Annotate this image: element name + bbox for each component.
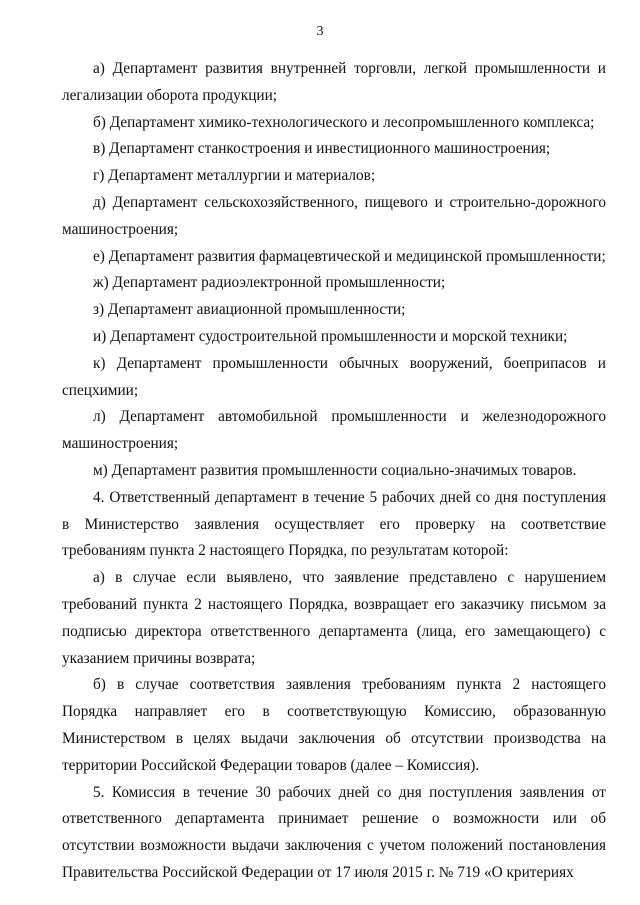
list-item-e-pharma: е) Департамент развития фармацевтической и медицинской промышленности;: [93, 247, 606, 265]
list-item-l-automotive: л) Департамент автомобильной промышленности и железнодорожного машиностроения;: [62, 408, 606, 453]
clause-5: 5. Комиссия в течение 30 рабочих дней со дня поступления заявления от ответственного департамента принимает решение о возможности или об отсутствии возможности выдачи заключения с учетом положений постановления Правительства Российской Федерации от 17 июля 2015 г. № 719 «О критериях: [62, 783, 606, 881]
list-item-m-social-goods: м) Департамент развития промышленности социально-значимых товаров.: [93, 461, 577, 479]
document-body: [62, 56, 606, 887]
list-item-a-trade: а) Департамент развития внутренней торговли, легкой промышленности и легализации оборота продукции;: [62, 60, 606, 104]
clause-4-subitem-a: а) в случае если выявлено, что заявление представлено с нарушением требований пункта 2 настоящего Порядка, возвращает его заказчику письмом за подписью директора ответственного департамента (лица, его замещающего) с указанием причины возврата;: [62, 569, 606, 667]
list-item-i-shipbuilding: и) Департамент судостроительной промышленности и морской техники;: [93, 327, 568, 345]
page-number: 3: [316, 24, 324, 39]
clause-4: 4. Ответственный департамент в течение 5 рабочих дней со дня поступления в Министерство заявления осуществляет его проверку на соответствие требованиям пункта 2 настоящего Порядка, по результатам которой:: [62, 488, 606, 560]
list-item-v-machine-tools: в) Департамент станкостроения и инвестиционного машиностроения;: [93, 140, 551, 158]
list-item-zh-electronics: ж) Департамент радиоэлектронной промышленности;: [93, 274, 446, 292]
clause-4-subitem-b: б) в случае соответствия заявления требованиям пункта 2 настоящего Порядка направляет его в соответствующую Комиссию, образованную Министерством в целях выдачи заключения об отсутствии производства на территории Российской Федерации товаров (далее – Комиссия).: [62, 676, 606, 774]
list-item-g-metallurgy: г) Департамент металлургии и материалов;: [93, 167, 376, 185]
list-item-b-chemical: б) Департамент химико-технологического и лесопромышленного комплекса;: [93, 113, 595, 131]
list-item-z-aviation: з) Департамент авиационной промышленности;: [93, 301, 406, 319]
list-item-k-weapons: к) Департамент промышленности обычных вооружений, боеприпасов и спецхимии;: [62, 354, 606, 399]
list-item-d-agricultural: д) Департамент сельскохозяйственного, пищевого и строительно-дорожного машиностроения;: [62, 193, 606, 238]
